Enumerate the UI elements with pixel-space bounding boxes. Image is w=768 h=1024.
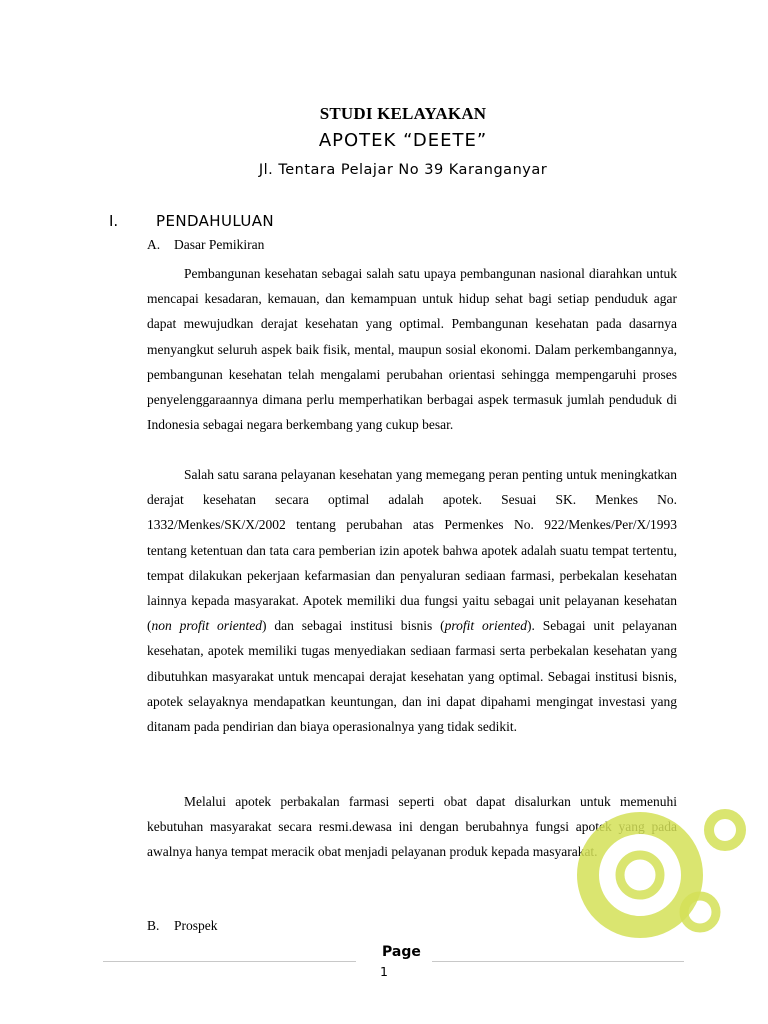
section-number: I. [109,212,119,230]
subsection-heading-b [147,918,218,934]
footer-page-number: 1 [380,964,388,979]
circles-graphic [588,814,741,928]
footer-page-label: Page [382,944,421,960]
subsection-title: Dasar Pemikiran [174,237,265,252]
italic-term: profit oriented [444,618,528,634]
paragraph-3: Melalui apotek perbakalan farmasi seperti obat dapat disalurkan untuk memenuhi kebutuhan masyarakat secara resmi.dewasa ini dengan berubahnya fungsi apotek yang pada awalnya hanya tempat meracik obat menjadi pelayanan produk kepada masyarakat. [147,794,677,860]
subsection-title: Prospek [174,918,218,933]
subsection-letter: A. [147,237,161,252]
document-title: STUDI KELAYAKAN [319,104,487,123]
paragraph-1: Pembangunan kesehatan sebagai salah satu upaya pembangunan nasional diarahkan untuk mencapai kesadaran, kemauan, dan kemampuan untuk hidup sehat bagi setiap penduduk agar dapat mewujudkan derajat kesehatan yang optimal. Pembangunan kesehatan pada dasarnya menyangkut seluruh aspek baik fisik, mental, maupun sosial ekonomi. Dalam perkembangannya, pembangunan kesehatan telah mengalami perubahan orientasi sehingga mempengaruhi proses penyelenggaraannya dimana perlu memperhatikan berbagai aspek termasuk jumlah penduduk di Indonesia sebagai negara berkembang yang cukup besar. [147,266,677,433]
section-title: PENDAHULUAN [156,212,275,230]
paragraph-2-text: Salah satu sarana pelayanan kesehatan yang memegang peran penting untuk meningkatkan derajat kesehatan secara optimal adalah apotek. Sesuai SK. Menkes No. 1332/Menkes/SK/X/2002 tentang perubahan atas Permenkes No. 922/Menkes/Per/X/1993 tentang ketentuan dan tata cara pemberian izin apotek bahwa apotek adalah suatu tempat tertentu, tempat dilakukan pekerjaan kefarmasian dan penyaluran sediaan farmasi, perbekalan kesehatan lainnya kepada masyarakat. Apotek memiliki dua fungsi yaitu sebagai unit pelayanan kesehatan ( [147,467,677,634]
footer-rule-left [103,961,356,962]
circles-decoration [570,800,768,960]
italic-term: non profit oriented [151,618,263,634]
document-subtitle: APOTEK “DEETE” [318,130,488,151]
paragraph-2-text: ) dan sebagai institusi bisnis ( [262,618,445,634]
paragraph-2-text: ). Sebagai unit pelayanan kesehatan, apotek memiliki tugas menyediakan sediaan farmasi serta perbekalan kesehatan yang dibutuhkan masyarakat untuk mencapai derajat kesehatan yang optimal. Sebagai institusi bisnis, apotek selayaknya mendapatkan keuntungan, dan ini dapat dipahami mengingat investasi yang ditanam pada pendirian dan biaya operasionalnya yang tidak sedikit. [147,618,677,735]
document-address: Jl. Tentara Pelajar No 39 Karanganyar [258,162,548,178]
footer-rule-right [432,961,684,962]
subsection-letter: B. [147,918,160,933]
paragraph-2 [147,462,677,739]
subsection-heading-a [147,237,264,253]
